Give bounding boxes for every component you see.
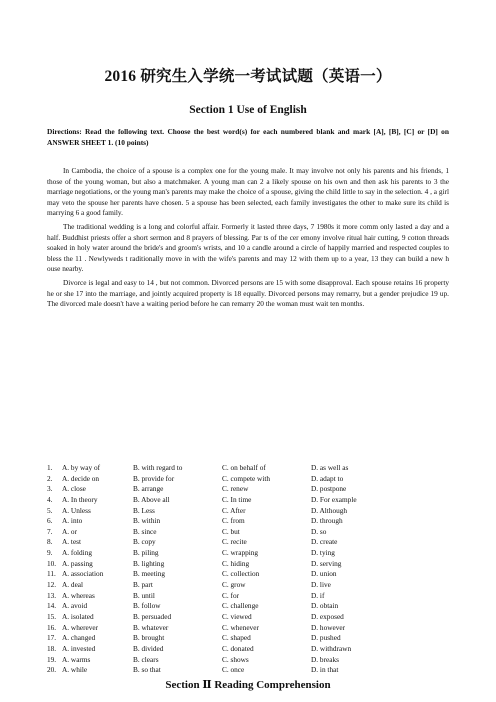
- option-a: A. decide on: [62, 473, 100, 483]
- option-b: B. piling: [133, 548, 159, 558]
- option-row: [47, 623, 449, 634]
- option-d: D. in that: [311, 665, 339, 675]
- option-a: A. deal: [62, 580, 84, 590]
- option-d: D. obtain: [311, 601, 339, 611]
- option-c: C. for: [222, 590, 240, 600]
- option-b: B. with regard to: [133, 463, 183, 472]
- option-row: [47, 612, 449, 623]
- option-c: C. on behalf of: [222, 463, 266, 472]
- option-row: [47, 655, 449, 666]
- option-b: B. clears: [133, 654, 159, 664]
- option-c: C. but: [222, 526, 240, 536]
- option-number: 1.: [47, 463, 53, 472]
- option-b: B. since: [133, 526, 157, 536]
- option-a: A. Unless: [62, 505, 91, 515]
- option-number: 6.: [47, 516, 53, 526]
- section-2-heading: Section Ⅱ Reading Comprehension: [165, 679, 331, 691]
- option-a: A. wherever: [62, 622, 99, 632]
- option-c: C. grow: [222, 580, 246, 590]
- option-b: B. provide for: [133, 473, 175, 483]
- option-b: B. within: [133, 516, 161, 526]
- section-1-heading: Section 1 Use of English: [189, 104, 307, 116]
- option-a: A. into: [62, 516, 83, 526]
- option-a: A. close: [62, 484, 86, 494]
- option-number: 4.: [47, 494, 53, 504]
- option-b: B. Less: [133, 505, 155, 515]
- option-a: A. or: [62, 526, 77, 536]
- cloze-passage: [47, 166, 449, 313]
- option-d: D. exposed: [311, 611, 344, 621]
- option-a: A. avoid: [62, 601, 88, 611]
- option-a: A. changed: [62, 633, 96, 643]
- option-b: B. brought: [133, 633, 165, 643]
- option-number: 3.: [47, 484, 53, 494]
- option-b: B. part: [133, 580, 153, 590]
- option-c: C. hiding: [222, 558, 250, 568]
- option-d: D. as well as: [311, 463, 349, 472]
- option-b: B. meeting: [133, 569, 166, 579]
- option-d: D. serving: [311, 558, 342, 568]
- option-number: 13.: [47, 590, 57, 600]
- answer-options-list: [47, 463, 449, 676]
- option-b: B. arrange: [133, 484, 164, 494]
- option-d: D. tying: [311, 548, 335, 558]
- option-c: C. After: [222, 505, 246, 515]
- option-row: [47, 495, 449, 506]
- option-row: [47, 463, 449, 474]
- option-c: C. recite: [222, 537, 247, 547]
- option-d: D. through: [311, 516, 343, 526]
- passage-paragraph: Divorce is legal and easy to 14 , but not common. Divorced persons are 15 with some disapproval. Each spouse retains 16 property he or she 17 into the marriage, and jointly acquired property is 18 equally. Divorced persons may remarry, but a gender prejudice 19 up. The divorced male doesn't have a waiting period before he can remarry 20 the woman must wait ten months.: [47, 277, 449, 309]
- option-c: C. whenever: [222, 622, 259, 632]
- option-c: C. viewed: [222, 611, 252, 621]
- option-b: B. whatever: [133, 622, 169, 632]
- option-row: [47, 644, 449, 655]
- option-b: B. lighting: [133, 558, 165, 568]
- option-c: C. challenge: [222, 601, 259, 611]
- option-d: D. live: [311, 580, 331, 590]
- directions-text: Directions: Read the following text. Choose the best word(s) for each numbered blank and mark [A], [B], [C] or [D] on ANSWER SHEET 1. (10 points): [47, 127, 449, 147]
- option-row: [47, 484, 449, 495]
- option-row: [47, 506, 449, 517]
- option-a: A. folding: [62, 548, 92, 558]
- option-c: C. wrapping: [222, 548, 259, 558]
- option-number: 14.: [47, 601, 57, 611]
- option-number: 18.: [47, 643, 57, 653]
- option-d: D. Although: [311, 505, 348, 515]
- page-title: 2016 研究生入学统一考试试题（英语一）: [104, 68, 392, 85]
- option-a: A. In theory: [62, 494, 98, 504]
- option-d: D. For example: [311, 494, 357, 504]
- option-c: C. once: [222, 665, 245, 675]
- option-b: B. so that: [133, 665, 161, 675]
- option-row: [47, 601, 449, 612]
- option-a: A. isolated: [62, 611, 94, 621]
- option-a: A. test: [62, 537, 82, 547]
- option-c: C. from: [222, 516, 245, 526]
- option-row: [47, 580, 449, 591]
- option-c: C. donated: [222, 643, 254, 653]
- option-number: 17.: [47, 633, 57, 643]
- option-d: D. adapt to: [311, 473, 344, 483]
- option-c: C. In time: [222, 494, 252, 504]
- option-c: C. shaped: [222, 633, 251, 643]
- option-b: B. copy: [133, 537, 156, 547]
- option-row: [47, 665, 449, 676]
- option-d: D. withdrawn: [311, 643, 352, 653]
- option-d: D. postpone: [311, 484, 347, 494]
- option-row: [47, 474, 449, 485]
- option-row: [47, 527, 449, 538]
- option-a: A. association: [62, 569, 104, 579]
- option-a: A. invested: [62, 643, 96, 653]
- option-number: 5.: [47, 505, 53, 515]
- option-number: 12.: [47, 580, 57, 590]
- option-b: B. divided: [133, 643, 164, 653]
- option-row: [47, 516, 449, 527]
- option-a: A. while: [62, 665, 88, 675]
- option-d: D. union: [311, 569, 337, 579]
- option-number: 8.: [47, 537, 53, 547]
- option-number: 15.: [47, 611, 57, 621]
- option-d: D. so: [311, 526, 327, 536]
- option-number: 16.: [47, 622, 57, 632]
- option-row: [47, 559, 449, 570]
- option-row: [47, 537, 449, 548]
- option-row: [47, 591, 449, 602]
- option-d: D. pushed: [311, 633, 341, 643]
- option-number: 10.: [47, 558, 57, 568]
- option-number: 19.: [47, 654, 57, 664]
- option-number: 9.: [47, 548, 53, 558]
- option-d: D. if: [311, 590, 325, 600]
- option-c: C. collection: [222, 569, 260, 579]
- option-d: D. breaks: [311, 654, 339, 664]
- option-row: [47, 548, 449, 559]
- passage-paragraph: In Cambodia, the choice of a spouse is a complex one for the young male. It may involve not only his parents and his friends, 1 those of the young woman, but also a matchmaker. A young man can 2 a likely spouse on his own and then ask his parents to 3 the marriage negotiations, or the young man's parents may make the choice of a spouse, giving the child little to say in the selection. 4 , a girl may veto the spouse her parents have chosen. 5 a spouse has been selected, each family investigates the other to make sure its child is marrying 6 a good family.: [47, 166, 449, 218]
- option-b: B. until: [133, 590, 155, 600]
- option-c: C. compete with: [222, 473, 271, 483]
- passage-paragraph: The traditional wedding is a long and colorful affair. Formerly it lasted three days, 7 1980s it more comm only lasted a day and a half. Buddhist priests offer a short sermon and 8 prayers of blessing. Par ts of the cer emony involve ritual hair cutting, 9 cotton threads soaked in holy water around the bride's and groom's wrists, and 10 a candle around a circle of happily married and respected couples to bless the 11 . Newlyweds t raditionally move in with the wife's parents and may 12 with them up to a year, 13 they can build a new h ouse nearby.: [47, 221, 449, 274]
- option-number: 2.: [47, 473, 53, 483]
- option-number: 7.: [47, 526, 53, 536]
- option-c: C. shows: [222, 654, 249, 664]
- option-a: A. by way of: [62, 463, 101, 472]
- option-d: D. however: [311, 622, 346, 632]
- option-b: B. persuaded: [133, 611, 172, 621]
- option-row: [47, 569, 449, 580]
- option-b: B. Above all: [133, 494, 170, 504]
- option-row: [47, 633, 449, 644]
- option-d: D. create: [311, 537, 338, 547]
- option-number: 20.: [47, 665, 57, 675]
- option-a: A. passing: [62, 558, 93, 568]
- option-a: A. whereas: [62, 590, 95, 600]
- option-a: A. warms: [62, 654, 91, 664]
- option-b: B. follow: [133, 601, 161, 611]
- option-c: C. renew: [222, 484, 249, 494]
- option-number: 11.: [47, 569, 56, 579]
